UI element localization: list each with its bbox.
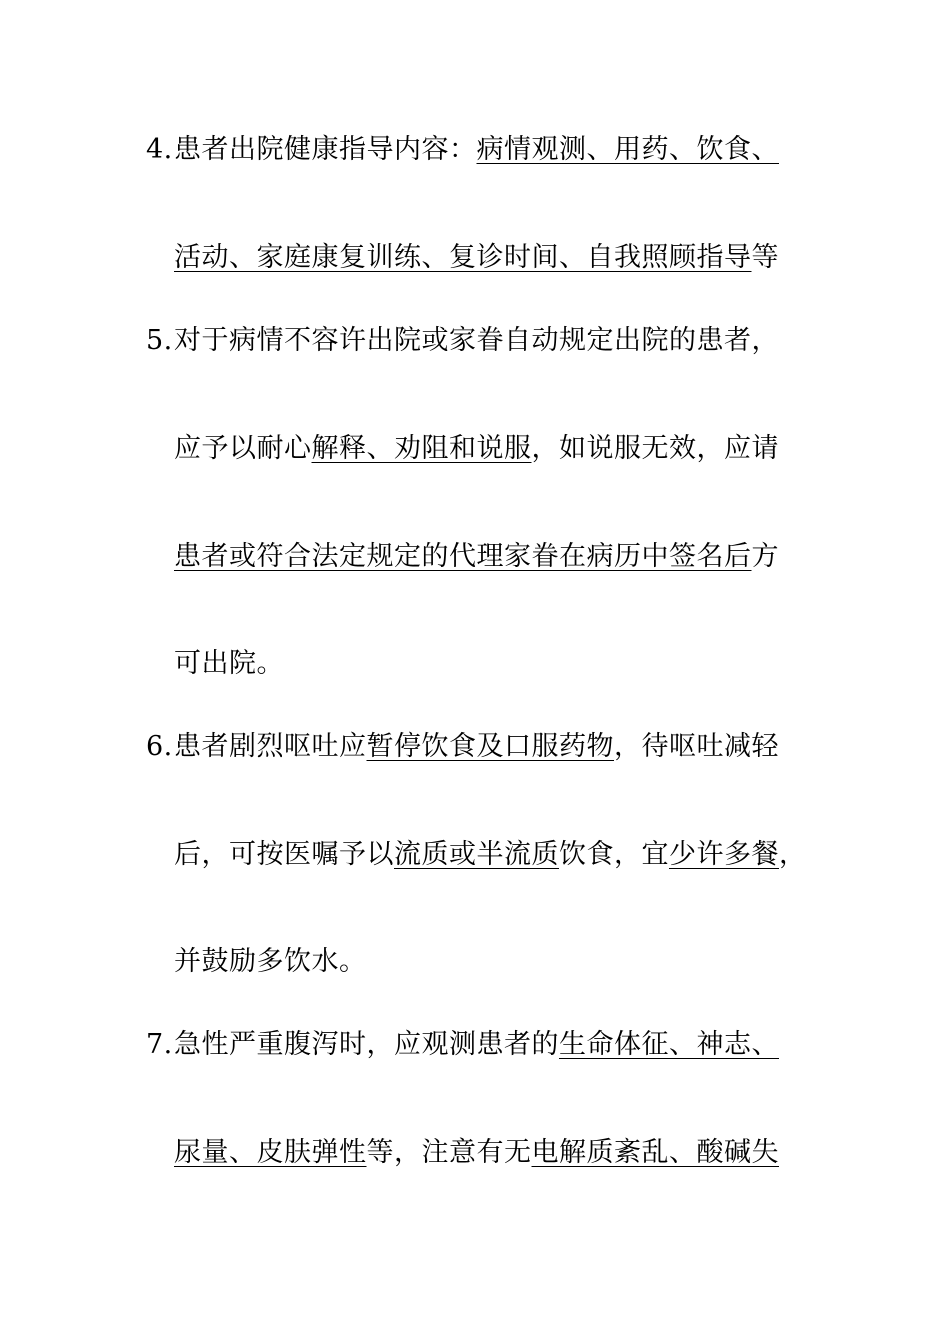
text-run: 对于病情不容许出院或家眷自动规定出院的患者， [174,325,779,356]
text-run: 急性严重腹泻时，应观测患者的 [174,1029,559,1060]
text-run: 并鼓励多饮水。 [174,946,367,977]
underlined-run: 少许多餐 [669,839,779,870]
text-run: ，如说服无效，应请 [531,433,779,464]
text-run: 等 [751,242,779,273]
line-text [174,945,367,979]
underlined-run: 暂停饮食及口服药物 [366,731,614,762]
line-text [174,241,779,275]
underlined-run: 解释、劝阻和说服 [311,433,532,464]
item-number: 4. [146,134,173,165]
underlined-run: 电解质紊乱、酸碱失 [531,1137,779,1168]
line-text [174,1136,779,1170]
text-run: 患者剧烈呕吐应 [174,731,367,762]
underlined-run: 生命体征、神志、 [559,1029,779,1060]
text-run: 饮食，宜 [559,839,669,870]
underlined-run: 活动、家庭康复训练、复诊时间、自我照顾指导 [174,242,752,273]
line-text [174,133,779,167]
item-number: 6. [146,731,173,762]
item-number: 5. [146,325,173,356]
text-run: 可出院。 [174,648,284,679]
line-text [174,1028,779,1062]
text-run: ， [779,839,807,870]
text-run: 患者出院健康指导内容： [174,134,477,165]
underlined-run: 流质或半流质 [394,839,559,870]
line-text [174,730,779,764]
item-number: 7. [146,1029,173,1060]
line-text [174,540,779,574]
text-run: ，待呕吐减轻 [614,731,779,762]
underlined-run: 患者或符合法定规定的代理家眷在病历中签名后 [174,541,752,572]
underlined-run: 尿量、皮肤弹性 [174,1137,367,1168]
text-run: 等，注意有无 [366,1137,532,1168]
text-run: 后，可按医嘱予以 [174,839,394,870]
line-text [174,647,284,681]
text-run: 应予以耐心 [174,433,312,464]
text-run: 方 [751,541,779,572]
line-text [174,838,807,872]
line-text [174,324,779,358]
line-text [174,432,779,466]
underlined-run: 病情观测、用药、饮食、 [476,134,779,165]
